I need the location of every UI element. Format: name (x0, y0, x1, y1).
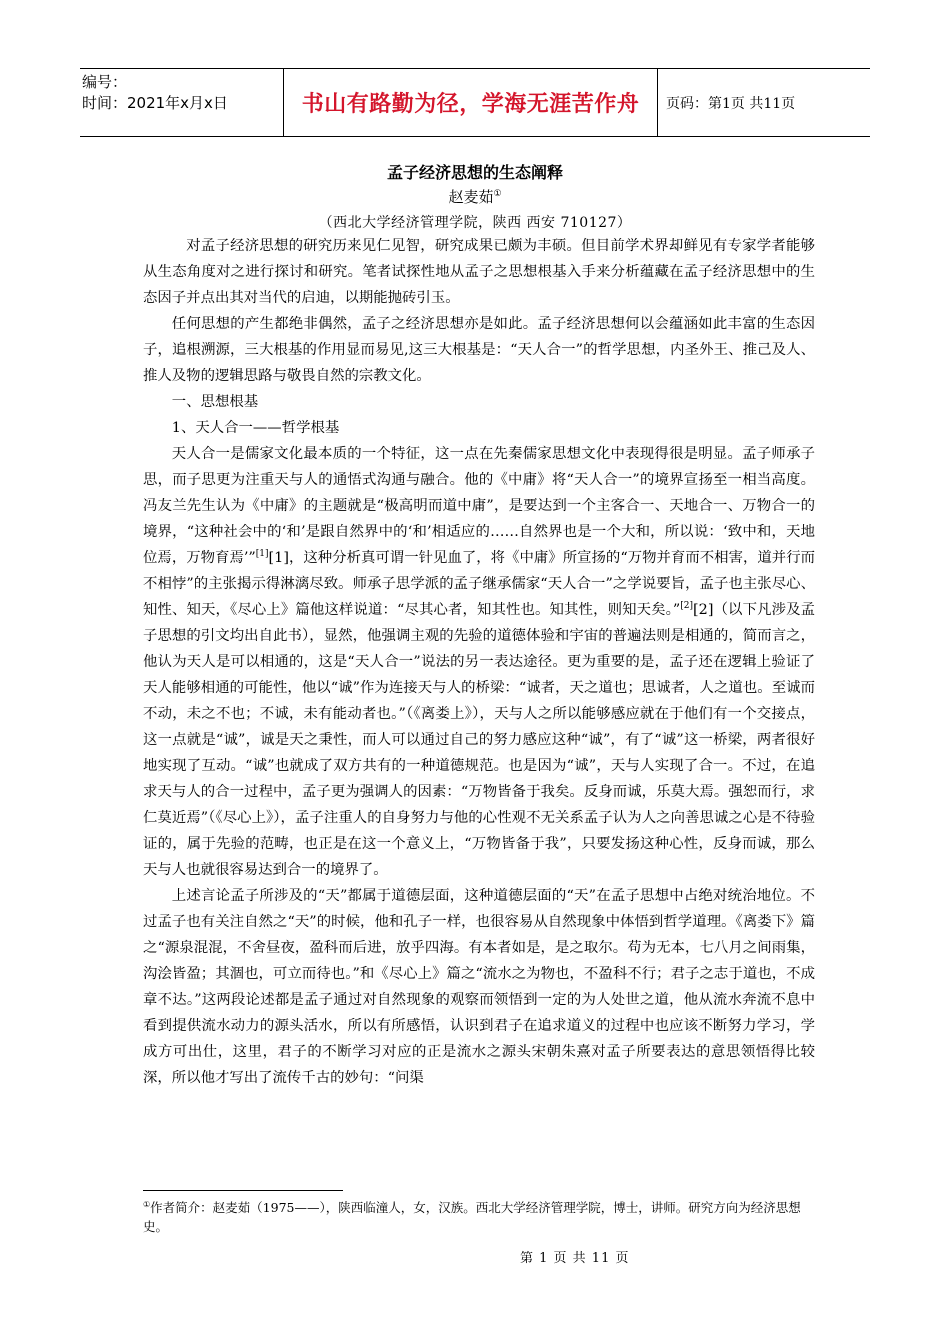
footnote-mark: ① (143, 1200, 151, 1209)
header-motto: 书山有路勤为径，学海无涯苦作舟 (283, 69, 658, 136)
paragraph-roots: 任何思想的产生都绝非偶然，孟子之经济思想亦是如此。孟子经济思想何以会蕴涵如此丰富的生态因子，追根溯源，三大根基的作用显而易见,这三大根基是：“天人合一”的哲学思想，内圣外王、推己及人、推人及物的逻辑思路与敬畏自然的宗教文化。 (143, 316, 815, 384)
document-number-label: 编号： (82, 73, 128, 91)
citation-ref-2: [2] (680, 601, 694, 612)
document-date: 时间：2021年x月x日 (82, 94, 228, 112)
paragraph-nature: 上述言论孟子所涉及的“天”都属于道德层面，这种道德层面的“天”在孟子思想中占绝对统治地位。不过孟子也有关注自然之“天”的时候，他和孔子一样，也很容易从自然现象中体悟到哲学道理。《离娄下》篇之“源泉混混，不舍昼夜，盈科而后进，放乎四海。有本者如是，是之取尔。苟为无本，七八月之间雨集，沟浍皆盈；其涸也，可立而待也。”和《尽心上》篇之“流水之为物也，不盈科不行；君子之志于道也，不成章不达。”这两段论述都是孟子通过对自然现象的观察而领悟到一定的为人处世之道，他从流水奔流不息中看到提供流水动力的源头活水，所以有所感悟，认识到君子在追求道义的过程中也应该不断努力学习，学成方可出仕，这里，君子的不断学习对应的正是流水之源头宋朝朱熹对孟子所要表达的意思领悟得比较深，所以他才写出了流传千古的妙句：“问渠 (143, 888, 815, 1086)
paragraph-tianren-part2: [1]，这种分析真可谓一针见血了，将《中庸》所宣扬的“万物并育而不相害，道并行而不相悖”的主张揭示得淋漓尽致。师承子思学派的孟子继承儒家“天人合一”之学说要旨，孟子也主张尽心、知性、知天，《尽心上》篇他这样说道：“尽其心者，知其性也。知其性，则知天矣。” (143, 550, 815, 618)
article-body (143, 233, 815, 1091)
section-heading: 一、思想根基 (171, 394, 259, 410)
footnote (143, 1195, 815, 1236)
paragraph-tianren-part1: 天人合一是儒家文化最本质的一个特征，这一点在先秦儒家思想文化中表现得很是明显。孟子师承子思，而子思更为注重天与人的通悟式沟通与融合。他的《中庸》将“天人合一”的境界宣扬至一相当高度。冯友兰先生认为《中庸》的主题就是“极高明而道中庸”，是要达到一个主客合一、天地合一、万物合一的境界，“这种社会中的‘和’是跟自然界中的‘和’相适应的……自然界也是一个大和，所以说：‘致中和，天地位焉，万物育焉’” (143, 446, 815, 566)
article-title: 孟子经济思想的生态阐释 (386, 163, 563, 182)
footnote-text: 作者简介：赵麦茹（1975——），陕西临潼人，女，汉族。西北大学经济管理学院，博士，讲师。研究方向为经济思想史。 (143, 1200, 801, 1235)
author-footnote-mark: ① (493, 189, 502, 199)
author-affiliation: （西北大学经济管理学院，陕西 西安 710127） (318, 215, 632, 231)
page-number-footer: 第 1 页 共 11 页 (520, 1251, 630, 1266)
subsection-heading: 1、天人合一——哲学根基 (171, 420, 340, 436)
document-header (80, 68, 870, 137)
paragraph-intro: 对孟子经济思想的研究历来见仁见智，研究成果已颇为丰硕。但目前学术界却鲜见有专家学者能够从生态角度对之进行探讨和研究。笔者试探性地从孟子之思想根基入手来分析蕴藏在孟子经济思想中的生态因子并点出其对当代的启迪，以期能抛砖引玉。 (143, 238, 815, 306)
header-page-info: 页码：第1页 共11页 (666, 95, 796, 112)
author-name: 赵麦茹 (448, 188, 494, 206)
paragraph-tianren-part3: [2]（以下凡涉及孟子思想的引文均出自此书），显然，他强调主观的先验的道德体验和宇宙的普遍法则是相通的，简而言之，他认为天人是可以相通的，这是“天人合一”说法的另一表达途径。更为重要的是，孟子还在逻辑上验证了天人能够相通的可能性，他以“诚”作为连接天与人的桥梁：“诚者，天之道也；思诚者，人之道也。至诚而不动，未之不也；不诚，未有能动者也。”（《离娄上》），天与人之所以能够感应就在于他们有一个交接点，这一点就是“诚”，诚是天之秉性，而人可以通过自己的努力感应这种“诚”，有了“诚”这一桥梁，两者很好地实现了互动。“诚”也就成了双方共有的一种道德规范。也是因为“诚”，天与人实现了合一。不过，在追求天与人的合一过程中，孟子更为强调人的因素：“万物皆备于我矣。反身而诚，乐莫大焉。强恕而行，求仁莫近焉”（《尽心上》），孟子注重人的自身努力与他的心性观不无关系孟子认为人之向善思诚之心是不待验证的，属于先验的范畴，也正是在这一个意义上，“万物皆备于我”，只要发扬这种心性，反身而诚，那么天与人也就很容易达到合一的境界了。 (143, 602, 815, 878)
paragraph-tianren (143, 441, 815, 883)
footnote-divider (143, 1190, 343, 1191)
citation-ref-1: [1] (255, 549, 269, 560)
article-author (0, 186, 950, 207)
header-meta-cell (80, 69, 283, 136)
